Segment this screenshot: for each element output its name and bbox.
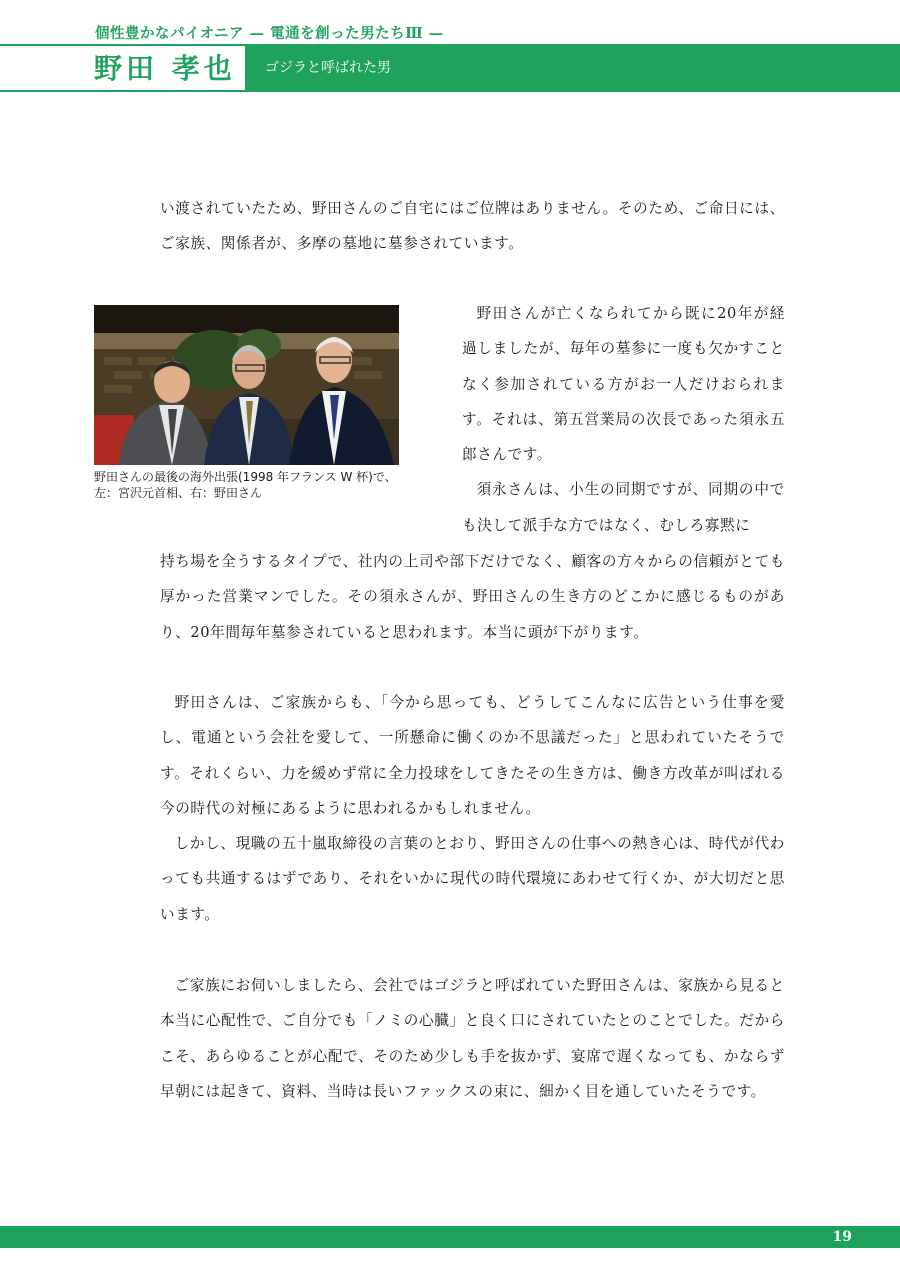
page-number: 19 xyxy=(832,1229,852,1245)
title-header xyxy=(0,44,900,92)
photo-caption xyxy=(94,469,414,501)
final-paragraph-block xyxy=(160,968,785,1109)
photo-caption-line1: 野田さんの最後の海外出張(1998 年フランス W 杯)で、 xyxy=(94,470,397,484)
photo-caption-line2: 左：宮沢元首相、右：野田さん xyxy=(94,486,263,500)
continuation-paragraph: 持ち場を全うするタイプで、社内の上司や部下だけでなく、顧客の方々からの信頼がとても厚かった営業マンでした。その須永さんが、野田さんの生き方のどこかに感じるものがあり、20年間毎年墓参されていると思われます。本当に頭が下がります。 xyxy=(160,553,785,641)
continuation-paragraph-block xyxy=(160,544,785,650)
intro-paragraph: い渡されていたため、野田さんのご自宅にはご位牌はありません。そのため、ご命日には、ご家族、関係者が、多摩の墓地に墓参されています。 xyxy=(160,200,785,253)
photo-image xyxy=(94,305,399,465)
article-subtitle: ゴジラと呼ばれた男 xyxy=(265,60,391,76)
family-paragraph-2: しかし、現職の五十嵐取締役の言葉のとおり、野田さんの仕事への熱き心は、時代が代わっても共通するはずであり、それをいかに現代の時代環境にあわせて行くか、が大切だと思います。 xyxy=(160,835,785,923)
article-name-title: 野田 孝也 xyxy=(94,52,236,85)
memorial-photo xyxy=(94,305,399,465)
footer-bar xyxy=(0,1226,900,1248)
series-title: 個性豊かなパイオニア — 電通を創った男たちⅢ — xyxy=(95,25,444,42)
side-column-text xyxy=(462,296,785,543)
side-paragraph-2: 須永さんは、小生の同期ですが、同期の中でも決して派手な方ではなく、むしろ寡黙に xyxy=(462,481,785,534)
family-paragraphs-block xyxy=(160,685,785,932)
family-paragraph-1: 野田さんは、ご家族からも、「今から思っても、どうしてこんなに広告という仕事を愛し、電通という会社を愛して、一所懸命に働くのか不思議だった」と思われていたそうです。それくらい、力を緩めず常に全力投球をしてきたその生き方は、働き方改革が叫ばれる今の時代の対極にあるように思われるかもしれません。 xyxy=(160,694,785,817)
intro-paragraph-block xyxy=(160,191,785,262)
subtitle-band xyxy=(245,46,900,90)
family-paragraph-3: ご家族にお伺いしましたら、会社ではゴジラと呼ばれていた野田さんは、家族から見ると本当に心配性で、ご自分でも「ノミの心臓」と良く口にされていたとのことでした。だからこそ、あらゆることが心配で、そのため少しも手を抜かず、宴席で遅くなっても、かならず早朝には起きて、資料、当時は長いファックスの束に、細かく目を通していたそうです。 xyxy=(160,977,785,1100)
side-paragraph-1: 野田さんが亡くなられてから既に20年が経過しましたが、毎年の墓参に一度も欠かすことなく参加されている方がお一人だけおられます。それは、第五営業局の次長であった須永五郎さんです。 xyxy=(462,305,785,464)
